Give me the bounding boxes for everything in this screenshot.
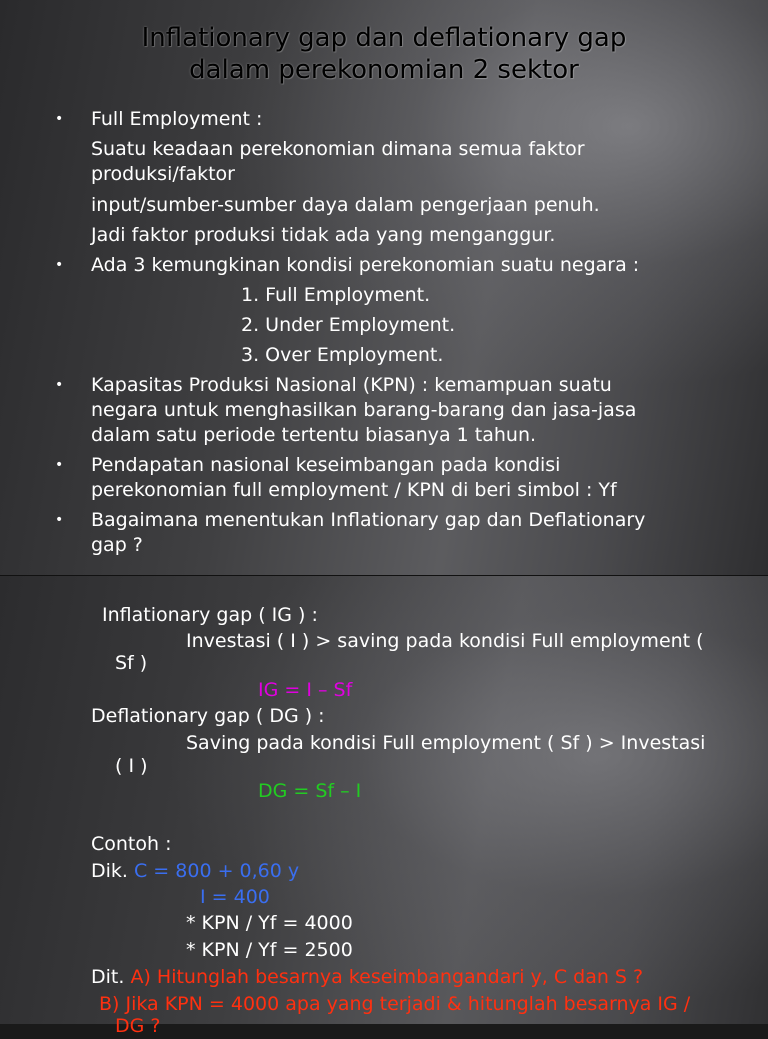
bullet-2-item-3: 3. Over Employment. xyxy=(241,344,444,366)
question-line-a xyxy=(91,965,643,990)
question-label: Dit. xyxy=(91,966,125,988)
question-b-line-1: B) Jika KPN = 4000 apa yang terjadi & hitunglah besarnya IG / xyxy=(99,993,691,1015)
consumption-function: C = 800 + 0,60 y xyxy=(134,860,300,882)
kpn-value-2: * KPN / Yf = 2500 xyxy=(186,939,353,961)
ig-definition-line-2: Sf ) xyxy=(115,652,148,674)
title-line-2: dalam perekonomian 2 sektor xyxy=(189,55,579,85)
bullet-5-line-1: Bagaimana menentukan Inflationary gap dan Deflationary xyxy=(91,509,646,531)
question-b-line-2: DG ? xyxy=(115,1015,161,1037)
bullet-2-item-2: 2. Under Employment. xyxy=(241,314,456,336)
bullet-5-line-2: gap ? xyxy=(91,534,143,556)
title-line-1: Inflationary gap dan deflationary gap xyxy=(141,23,627,53)
slide-title xyxy=(0,22,768,86)
given-label: Dik. xyxy=(91,860,128,882)
bullet-marker: • xyxy=(55,111,64,127)
bullet-marker: • xyxy=(55,512,64,528)
kpn-value-1: * KPN / Yf = 4000 xyxy=(186,912,353,934)
dg-formula: DG = Sf – I xyxy=(258,780,362,802)
bullet-1-line-1: Full Employment : xyxy=(91,108,263,130)
question-a: A) Hitunglah besarnya keseimbangandari y, C dan S ? xyxy=(130,966,644,988)
bullet-1-line-3: produksi/faktor xyxy=(91,163,235,185)
dg-definition-line-2: ( I ) xyxy=(115,755,148,777)
bullet-4-line-2: perekonomian full employment / KPN di beri simbol : Yf xyxy=(91,479,617,501)
dg-heading: Deflationary gap ( DG ) : xyxy=(91,705,325,727)
ig-formula: IG = I – Sf xyxy=(258,679,353,701)
bullet-2-item-1: 1. Full Employment. xyxy=(241,284,431,306)
bullet-3-line-2: negara untuk menghasilkan barang-barang dan jasa-jasa xyxy=(91,399,637,421)
bullet-1-line-4: input/sumber-sumber daya dalam pengerjaan penuh. xyxy=(91,194,600,216)
slide-2 xyxy=(0,576,768,1037)
investment-value: I = 400 xyxy=(200,886,270,908)
bullet-marker: • xyxy=(55,257,64,273)
example-heading: Contoh : xyxy=(91,833,172,855)
bullet-marker: • xyxy=(55,457,64,473)
dg-definition-line-1: Saving pada kondisi Full employment ( Sf ) > Investasi xyxy=(186,732,706,754)
bullet-3-line-3: dalam satu periode tertentu biasanya 1 tahun. xyxy=(91,424,537,446)
bullet-1-line-2: Suatu keadaan perekonomian dimana semua faktor xyxy=(91,138,585,160)
bullet-4-line-1: Pendapatan nasional keseimbangan pada kondisi xyxy=(91,454,561,476)
bullet-3-line-1: Kapasitas Produksi Nasional (KPN) : kemampuan suatu xyxy=(91,374,612,396)
bullet-marker: • xyxy=(55,377,64,393)
ig-heading: Inflationary gap ( IG ) : xyxy=(102,604,318,626)
given-line-1 xyxy=(91,859,299,884)
bullet-2-line-1: Ada 3 kemungkinan kondisi perekonomian suatu negara : xyxy=(91,254,640,276)
bullet-1-line-5: Jadi faktor produksi tidak ada yang menganggur. xyxy=(91,224,556,246)
ig-definition-line-1: Investasi ( I ) > saving pada kondisi Full employment ( xyxy=(186,630,704,652)
